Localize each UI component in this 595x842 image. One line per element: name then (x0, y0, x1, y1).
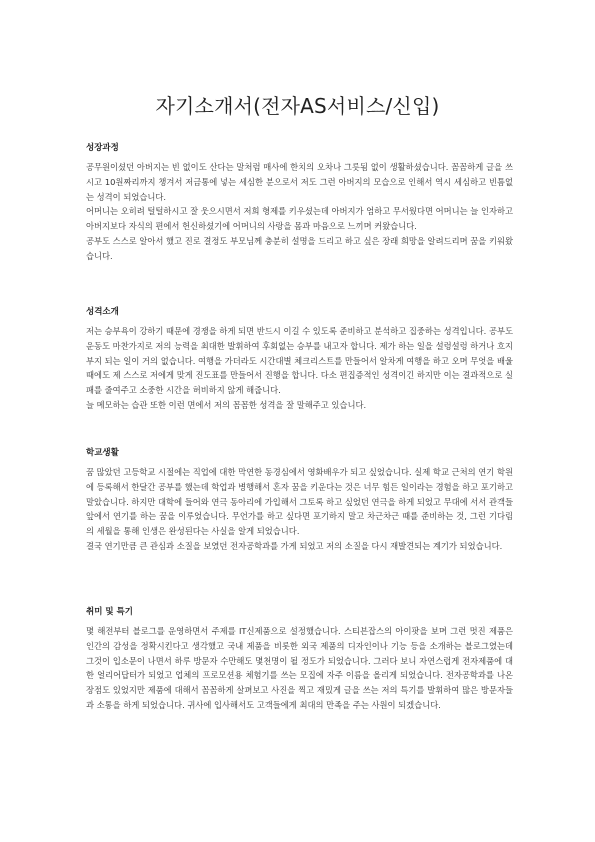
paragraph: 몇 해전부터 블로그를 운영하면서 주제를 IT신제품으로 설정했습니다. 스티븐잡스의 아이팟을 보며 그런 멋진 제품은 인간의 감성을 정확시킨다고 생각했고 국내 제품을 비롯한 외국 제품의 디자인이나 기능 등을 소개하는 블로그였는데 그것이 입소문이 나면서 하루 방문자 수만해도 몇천명이 될 정도가 되었습니다. 그러다 보니 자연스럽게 전자제품에 대한 얼리어답터가 되었고 업체의 프로모션용 체험기를 쓰는 모집에 자주 이름을 올리게 되었습니다. 전자공학과를 나온 장점도 있었지만 제품에 대해서 꼼꼼하게 살펴보고 사진을 찍고 재밌게 글을 쓰는 저의 특기를 발휘하여 많은 방문자들과 소통을 하게 되었습니다. 귀사에 입사해서도 고객들에게 최대의 만족을 주는 사원이 되겠습니다. (86, 626, 513, 710)
section-heading: 성장과정 (86, 143, 119, 153)
section-growth (86, 142, 513, 264)
section-heading: 학교생활 (86, 448, 119, 458)
section-personality (86, 306, 513, 413)
section-heading: 취미 및 특기 (86, 607, 133, 617)
document-title: 자기소개서(전자AS서비스/신입) (155, 94, 440, 118)
section-hobbies-skills (86, 606, 513, 713)
paragraph: 저는 승부욕이 강하기 때문에 경쟁을 하게 되면 반드시 이길 수 있도록 준비하고 분석하고 집중하는 성격입니다. 공부도 운동도 마찬가지로 저의 능력을 최대한 발휘하여 후회없는 승부를 내고자 합니다. 제가 하는 일을 설렁설렁 하거나 흐지부지 되는 일이 거의 없습니다. 여행을 가더라도 시간대별 체크리스트를 만들어서 알차게 여행을 하고 오며 무엇을 배울 때에도 제 스스로 저에게 맞게 진도표를 만들어서 진행을 합니다. 다소 편집증적인 성격이긴 하지만 이는 결과적으로 실패를 줄여주고 소중한 시간을 허비하지 않게 해줍니다. (86, 326, 513, 396)
paragraph: 어머니는 오히려 털털하시고 잘 웃으시면서 저희 형제를 키우셨는데 아버지가 엄하고 무서웠다면 어머니는 늘 인자하고 아버지보다 자식의 편에서 헌신하셨기에 어머니의 사랑을 몸과 마음으로 느끼며 커왔습니다. (86, 206, 514, 232)
paragraph: 공무원이셨던 아버지는 빈 없이도 산다는 말처럼 매사에 한치의 오차나 그릇됨 없이 생활하셨습니다. 꼼꼼하게 글을 쓰시고 10원짜리까지 챙겨서 저금통에 넣는 세심한 분으로서 저도 그런 아버지의 모습으로 인해서 역시 세심하고 빈틈없는 성격이 되었습니다. (86, 162, 513, 202)
paragraph: 결국 연기만큼 큰 관심과 소질을 보였던 전자공학과를 가게 되었고 저의 소질을 다시 재발견되는 계기가 되었습니다. (86, 540, 503, 551)
section-school-life (86, 447, 513, 554)
paragraph: 꿈 많았던 고등학교 시절에는 직업에 대한 막연한 동경심에서 영화배우가 되고 싶었습니다. 실제 학교 근처의 연기 학원에 등록해서 한달간 공부를 했는데 학업과 병행해서 혼자 꿈을 키운다는 것은 너무 힘든 일이라는 경험을 하고 포기하고 말았습니다. 하지만 대학에 들어와 연극 동아리에 가입해서 그토록 하고 싶었던 연극을 하게 되었고 무대에 서서 관객들 앞에서 연기를 하는 꿈을 이루었습니다. 무언가를 하고 싶다면 포기하지 말고 차근차근 때를 준비하는 것, 그런 기다림의 세월을 통해 인생은 완성된다는 사실을 알게 되었습니다. (86, 467, 513, 537)
paragraph: 공부도 스스로 알아서 했고 진로 결정도 부모님께 충분히 설명을 드리고 하고 싶은 장래 희망을 알려드리며 꿈을 키워왔습니다. (86, 235, 513, 261)
section-heading: 성격소개 (86, 307, 119, 317)
paragraph: 늘 메모하는 습관 또한 이런 면에서 저의 꼼꼼한 성격을 잘 말해주고 있습니다. (86, 399, 367, 410)
